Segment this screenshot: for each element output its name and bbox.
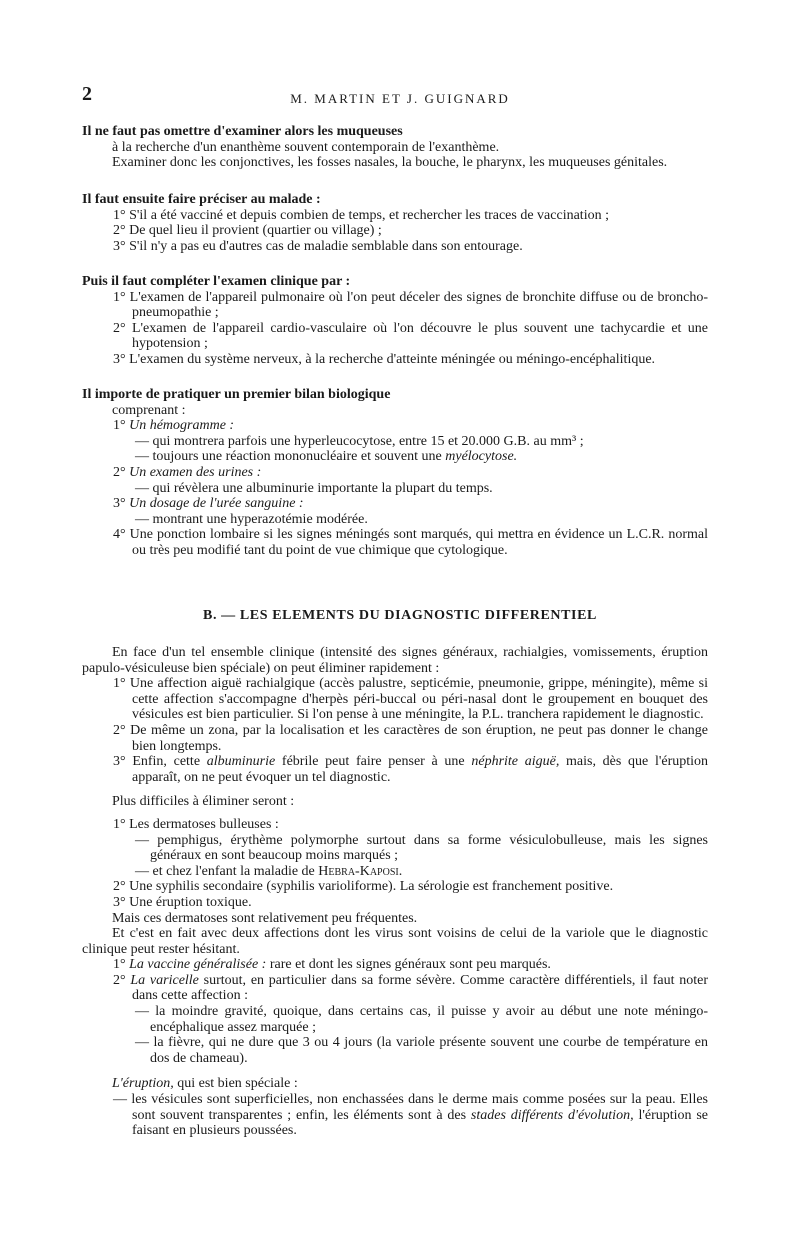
item-number: 1° — [113, 816, 126, 832]
item-number: 1° — [113, 289, 126, 305]
item-number: 1° — [113, 957, 126, 973]
item-number: 4° — [113, 527, 126, 543]
list-item — [82, 527, 708, 558]
list-item — [82, 957, 708, 973]
list-item — [82, 676, 708, 723]
item-italic: La varicelle — [130, 972, 199, 988]
item-number: 2° — [113, 464, 126, 480]
paragraph: à la recherche d'un enanthème souvent contemporain de l'exanthème. — [112, 139, 500, 155]
list-item — [82, 754, 708, 785]
section-interrogatoire — [82, 192, 708, 254]
dash-item: — qui montrera parfois une hyperleucocytose, entre 15 et 20.000 G.B. au mm³ ; — [135, 433, 584, 449]
section-heading: Il importe de pratiquer un premier bilan biologique — [82, 387, 391, 402]
paragraph: En face d'un tel ensemble clinique (intensité des signes généraux, rachialgies, vomissements, éruption papulo-vésiculeuse bien spéciale) on peut éliminer rapidement : — [82, 645, 708, 676]
item-title: Un hémogramme : — [129, 418, 235, 434]
dash-text: — et chez l'enfant la maladie de — [135, 863, 315, 879]
dash-item: — pemphigus, érythème polymorphe surtout dans sa forme vésiculobulleuse, mais les signes généraux en sont beaucoup moins marqués ; — [135, 832, 708, 864]
section-muqueuses — [82, 124, 708, 171]
paragraph-italic: L'éruption, — [112, 1076, 174, 1092]
item-text: De quel lieu il provient (quartier ou village) ; — [129, 223, 382, 239]
item-text: Les dermatoses bulleuses : — [129, 816, 279, 832]
item-number: 1° — [113, 418, 126, 434]
item-text: Une affection aiguë rachialgique (accès palustre, septicémie, pneumonie, grippe, méningite), même si cette affection s'accompagne d'herpès péri-buccal ou péri-nasal dont le groupement en bouquet des vésicules est bien particulier. Si l'on pense à une méningite, la P.L. tranchera rapidement le diagnostic. — [129, 676, 709, 723]
paragraph-text: qui est bien spéciale : — [177, 1076, 298, 1092]
dash-italic: stades différents d'évolution, — [470, 1107, 634, 1123]
list-item — [82, 208, 708, 224]
dash-item: — qui révèlera une albuminurie importante la plupart du temps. — [135, 480, 493, 496]
paragraph — [82, 1076, 708, 1092]
item-text: surtout, en particulier dans sa forme sévère. Comme caractère différentiels, il faut noter dans cette affection : — [132, 972, 708, 1004]
item-text: L'examen de l'appareil pulmonaire où l'on peut déceler des signes de bronchite diffuse ou de broncho-pneumopathie ; — [129, 289, 709, 321]
list-item — [82, 895, 708, 911]
item-number: 1° — [113, 676, 126, 692]
item-text: S'il n'y a pas eu d'autres cas de maladie semblable dans son entourage. — [129, 238, 523, 254]
list-item — [82, 321, 708, 352]
page-header — [0, 83, 800, 109]
list-item — [82, 973, 708, 1004]
dash-smallcaps: Hebra-Kaposi. — [318, 863, 403, 879]
item-number: 2° — [113, 879, 126, 895]
list-item — [82, 418, 708, 434]
item-number: 2° — [113, 223, 126, 239]
item-text: S'il a été vacciné et depuis combien de temps, et rechercher les traces de vaccination ; — [129, 207, 609, 223]
paragraph: Examiner donc les conjonctives, les fosses nasales, la bouche, le pharynx, les muqueuses génitales. — [112, 155, 668, 171]
section-examen-clinique — [82, 274, 708, 368]
list-item — [82, 496, 708, 512]
item-number: 1° — [113, 207, 126, 223]
dash-item — [82, 864, 708, 880]
list-item — [82, 817, 708, 833]
dash-text: — les vésicules sont superficielles, non enchassées dans le derme mais comme posées sur la peau. Elles sont souvent transparentes ; enfin, les éléments sont à des — [113, 1092, 708, 1123]
item-text: Une éruption toxique. — [129, 894, 252, 910]
item-text: rare et dont les signes généraux sont peu marqués. — [269, 957, 551, 973]
section-heading: Il faut ensuite faire préciser au malade : — [82, 192, 321, 207]
dash-text: — toujours une réaction mononucléaire et souvent une — [135, 449, 442, 465]
section-heading: Il ne faut pas omettre d'examiner alors les muqueuses — [82, 124, 403, 139]
dash-italic: myélocytose. — [445, 449, 518, 465]
item-number: 2° — [113, 320, 126, 336]
dash-item: — montrant une hyperazotémie modérée. — [135, 511, 368, 527]
item-text: Une syphilis secondaire (syphilis varioliforme). La sérologie est franchement positive. — [129, 879, 614, 895]
list-item — [82, 723, 708, 754]
dash-item: — la fièvre, qui ne dure que 3 ou 4 jours (la variole présente souvent une courbe de température en dos de chameau). — [135, 1035, 708, 1066]
item-number: 2° — [113, 972, 126, 988]
item-number: 3° — [113, 894, 126, 910]
section-diagnostic-differentiel — [82, 645, 708, 1139]
list-item — [82, 465, 708, 481]
item-number: 2° — [113, 722, 126, 738]
dash-item — [82, 1092, 708, 1139]
section-heading: Puis il faut compléter l'examen clinique par : — [82, 274, 351, 289]
item-text: L'examen du système nerveux, à la recherche d'atteinte méningée ou méningo-encéphalitique. — [129, 351, 656, 367]
dash-item: — la moindre gravité, quoique, dans certains cas, il puisse y avoir au début une note méningo-encéphalique assez marquée ; — [135, 1004, 708, 1035]
running-head: M. MARTIN ET J. GUIGNARD — [290, 91, 510, 106]
section-bilan-biologique — [82, 387, 708, 559]
item-title: Un examen des urines : — [129, 464, 262, 480]
item-text: mais, dès que l'éruption apparaît, on ne peut évoquer un tel diagnostic. — [132, 754, 709, 785]
paragraph: Mais ces dermatoses sont relativement peu fréquentes. — [112, 910, 418, 926]
list-item — [82, 239, 708, 255]
dash-text: l'éruption se faisant en plusieurs poussées. — [132, 1107, 709, 1139]
item-number: 3° — [113, 351, 126, 367]
section-b-title: B. — LES ELEMENTS DU DIAGNOSTIC DIFFERENTIEL — [203, 608, 597, 623]
page-number: 2 — [82, 83, 92, 105]
item-italic: néphrite aiguë, — [471, 754, 560, 770]
item-text: fébrile peut faire penser à une — [281, 754, 465, 770]
item-text: Enfin, cette — [132, 754, 201, 770]
item-italic: albuminurie — [206, 754, 276, 770]
item-text: L'examen de l'appareil cardio-vasculaire où l'on découvre le plus souvent une tachycardie et une hypotension ; — [131, 320, 709, 352]
item-number: 3° — [113, 754, 126, 770]
list-item — [82, 223, 708, 239]
paragraph: comprenant : — [112, 402, 186, 418]
item-text: De même un zona, par la localisation et les caractères de son éruption, ne peut pas donner le change bien longtemps. — [130, 722, 708, 754]
item-italic: La vaccine généralisée : — [129, 957, 267, 973]
item-number: 3° — [113, 238, 126, 254]
list-item — [82, 290, 708, 321]
paragraph: Et c'est en fait avec deux affections dont les virus sont voisins de celui de la variole que le diagnostic clinique peut rester hésitant. — [82, 926, 708, 957]
list-item — [82, 352, 708, 368]
item-number: 3° — [113, 496, 126, 512]
item-text: Une ponction lombaire si les signes méningés sont marqués, qui mettra en évidence un L.C.R. normal ou très peu modifié tant du point de vue chimique que cytologique. — [129, 527, 708, 558]
item-title: Un dosage de l'urée sanguine : — [129, 496, 304, 512]
paragraph: Plus difficiles à éliminer seront : — [112, 794, 295, 810]
dash-item — [82, 449, 708, 465]
list-item — [82, 879, 708, 895]
